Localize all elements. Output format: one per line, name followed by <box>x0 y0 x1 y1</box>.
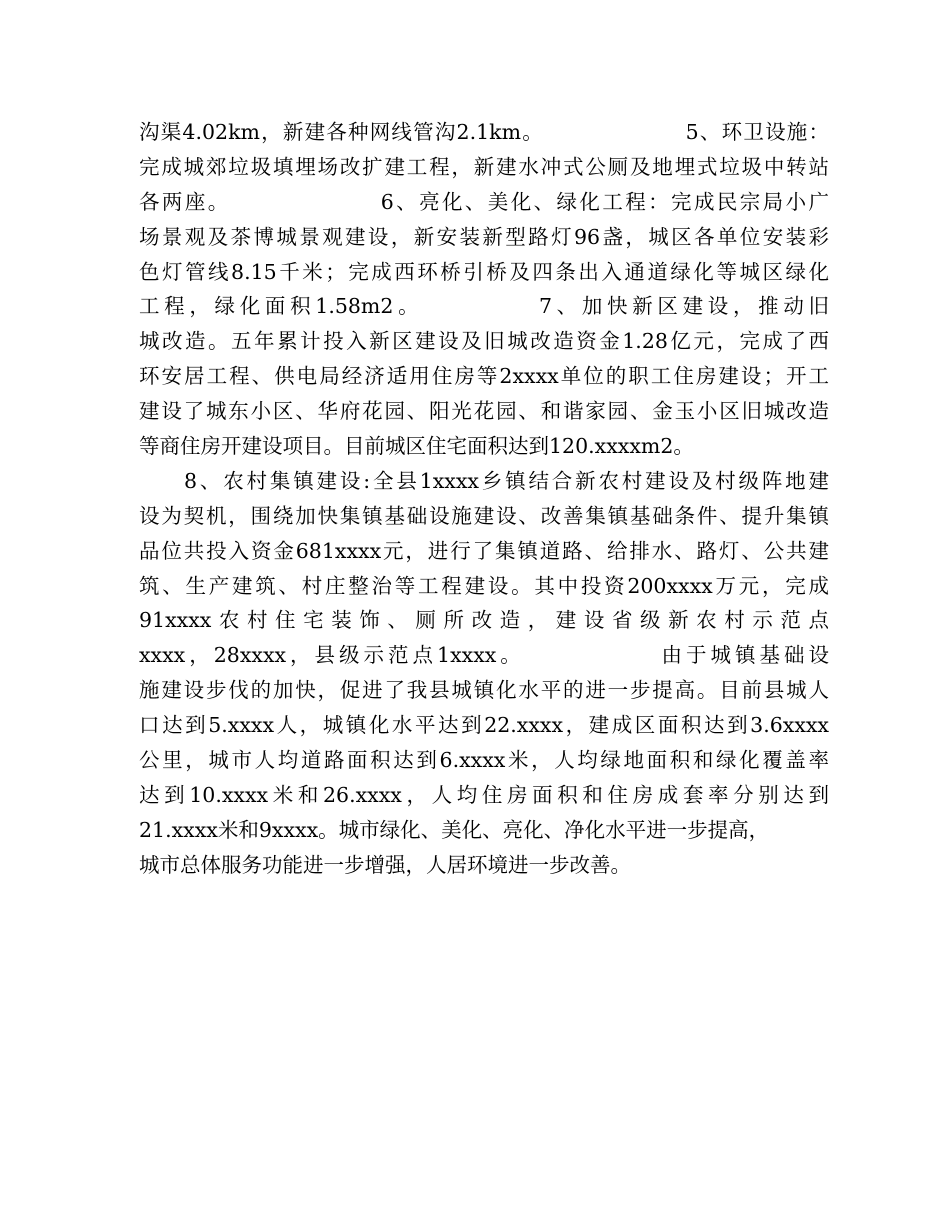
text-line: 工程，绿化面积1.58m2。 7、加快新区建设，推动旧 <box>139 294 829 319</box>
text-line: 品位共投入资金681xxxx元，进行了集镇道路、给排水、路灯、公共建 <box>139 538 829 563</box>
text-line: xxxx，28xxxx，县级示范点1xxxx。 由于城镇基础设 <box>139 643 829 668</box>
text-line: 场景观及茶博城景观建设，新安装新型路灯96盏，城区各单位安装彩 <box>139 224 829 249</box>
text-line: 施建设步伐的加快，促进了我县城镇化水平的进一步提高。目前县城人 <box>139 678 829 703</box>
text-line: 城改造。五年累计投入新区建设及旧城改造资金1.28亿元，完成了西 <box>139 329 829 354</box>
text-line: 各两座。 6、亮化、美化、绿化工程：完成民宗局小广 <box>139 189 829 214</box>
text-line: 等商住房开建设项目。目前城区住宅面积达到120.xxxxm2。 <box>139 434 694 459</box>
text-line: 口达到5.xxxx人，城镇化水平达到22.xxxx，建成区面积达到3.6xxxx <box>139 713 829 738</box>
text-line: 沟渠4.02km，新建各种网线管沟2.1km。 5、环卫设施： <box>139 120 829 144</box>
paragraph-first-line: 8、农村集镇建设:全县1xxxx乡镇结合新农村建设及村级阵地建 <box>184 468 829 493</box>
text-line: 环安居工程、供电局经济适用住房等2xxxx单位的职工住房建设；开工 <box>139 364 829 389</box>
text-line: 91xxxx农村住宅装饰、厕所改造，建设省级新农村示范点 <box>139 608 829 633</box>
text-line: 设为契机，围绕加快集镇基础设施建设、改善集镇基础条件、提升集镇 <box>139 503 829 528</box>
text-line: 色灯管线8.15千米；完成西环桥引桥及四条出入通道绿化等城区绿化 <box>139 259 829 284</box>
text-line: 完成城郊垃圾填埋场改扩建工程，新建水冲式公厕及地埋式垃圾中转站 <box>139 154 829 179</box>
text-line: 达到10.xxxx米和26.xxxx，人均住房面积和住房成套率分别达到 <box>139 782 829 807</box>
text-line: 筑、生产建筑、村庄整治等工程建设。其中投资200xxxx万元，完成 <box>139 573 829 598</box>
text-line: 城市总体服务功能进一步增强，人居环境进一步改善。 <box>139 852 631 877</box>
text-line: 公里，城市人均道路面积达到6.xxxx米，人均绿地面积和绿化覆盖率 <box>139 748 829 773</box>
text-line: 建设了城东小区、华府花园、阳光花园、和谐家园、金玉小区旧城改造 <box>139 399 829 424</box>
body-text <box>139 115 829 883</box>
text-line: 21.xxxx米和9xxxx。城市绿化、美化、亮化、净化水平进一步提高， <box>139 817 770 842</box>
